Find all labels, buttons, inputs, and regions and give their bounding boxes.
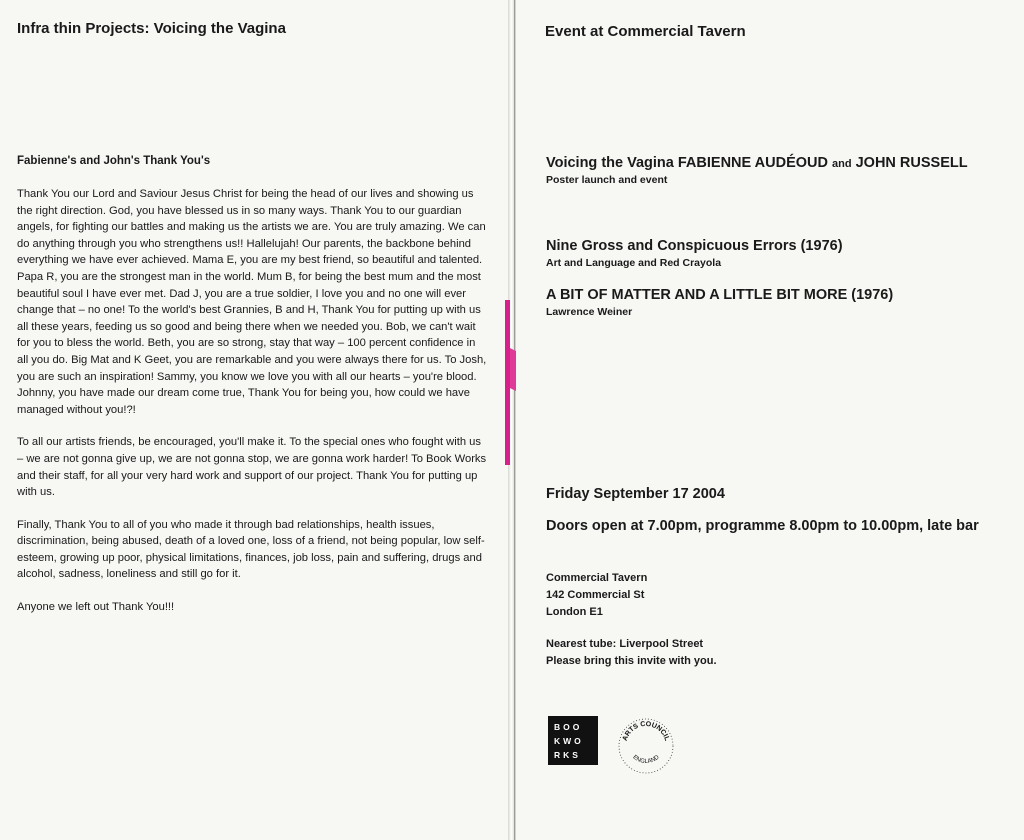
paragraph-2: To all our artists friends, be encouraged, you'll make it. To the special ones who fought with us – we are not gonna give up, we are not gonna stop, we are gonna work harder! To Book Works and their staff, for all your very hard work and support of our project. Thank You for putting up with us. <box>17 436 487 499</box>
event-1 <box>546 155 968 186</box>
address-line: Commercial Tavern <box>546 572 648 584</box>
event-1-sub: Poster launch and event <box>546 174 668 186</box>
event-3-title: A BIT OF MATTER AND A LITTLE BIT MORE (1976) <box>546 287 894 303</box>
logo-text-top: ARTS COUNCIL <box>621 720 671 742</box>
event-3-sub: Lawrence Weiner <box>546 306 633 318</box>
nearest-tube: Nearest tube: Liverpool Street <box>546 638 704 650</box>
event-1-title-a: Voicing the Vagina FABIENNE AUDÉOUD <box>546 155 828 171</box>
invite-note: Please bring this invite with you. <box>546 655 717 667</box>
paragraph-4: Anyone we left out Thank You!!! <box>17 601 175 614</box>
event-1-title-and: and <box>832 158 852 170</box>
left-page <box>0 0 508 840</box>
paragraph-1: Thank You our Lord and Saviour Jesus Christ for being the head of our lives and showing us the right direction. God, you have blessed us in so many ways. Thank You to our guardian angels, for fighting our battles and making us the artists we are. You are truly amazing. We can do anything through you who strengthens us!! Hallelujah! Our parents, the backbone behind everything we have ever achieved. Mama E, you are my best friend, so beautiful and talented. Papa R, you are the strongest man in the world. Mum B, for being the best mum and the most beautiful soul I have ever met. Dad J, you are a true soldier, I love you and no one will ever change that – no one! To the world's best Grannies, B and H, Thank You for putting up with us all these years, feeding us so good and being there when we needed you. Bob, we can't wait for you to bless the world. Beth, you are so strong, stay that way – 100 percent confidence in all you do. Big Mat and K Geet, you are remarkable and you were always there for us. To Josh, you are such an inspiration! Sammy, you know we love you with all our hearts – you're blood. Johnny, you have made our dream come true, Thank You for being you, how could we have managed without you!?! <box>17 188 487 416</box>
event-2-sub: Art and Language and Red Crayola <box>546 257 722 269</box>
left-header: Infra thin Projects: Voicing the Vagina <box>17 20 286 37</box>
book-works-logo <box>548 716 598 765</box>
event-1-title-b: JOHN RUSSELL <box>855 155 968 171</box>
logo-line: KWO <box>554 735 584 746</box>
thank-you-text <box>17 186 487 632</box>
event-date: Friday September 17 2004 <box>546 486 725 502</box>
logo-text-bottom: ENGLAND <box>631 754 661 765</box>
address-line: 142 Commercial St <box>546 589 645 601</box>
right-header: Event at Commercial Tavern <box>545 23 746 40</box>
right-page <box>516 0 1024 840</box>
thank-you-subhead: Fabienne's and John's Thank You's <box>17 155 211 167</box>
travel-info <box>546 636 717 670</box>
logo-line: BOO <box>554 721 583 732</box>
event-2 <box>546 238 843 269</box>
fold-line <box>514 0 515 840</box>
event-3 <box>546 287 893 318</box>
doors-info: Doors open at 7.00pm, programme 8.00pm to 10.00pm, late bar <box>546 518 979 534</box>
address-line: London E1 <box>546 606 603 618</box>
paragraph-3: Finally, Thank You to all of you who made it through bad relationships, health issues, discrimination, being abused, death of a loved one, loss of a friend, not being popular, low self-esteem, growing up poor, physical limitations, finances, job loss, pain and suffering, drugs and alcohol, sadness, loneliness and still go for it. <box>17 518 485 581</box>
logo-line: RKS <box>554 749 581 760</box>
arts-council-logo <box>616 714 676 774</box>
venue-address <box>546 570 647 621</box>
event-1-title <box>546 155 968 171</box>
event-2-title: Nine Gross and Conspicuous Errors (1976) <box>546 238 843 254</box>
